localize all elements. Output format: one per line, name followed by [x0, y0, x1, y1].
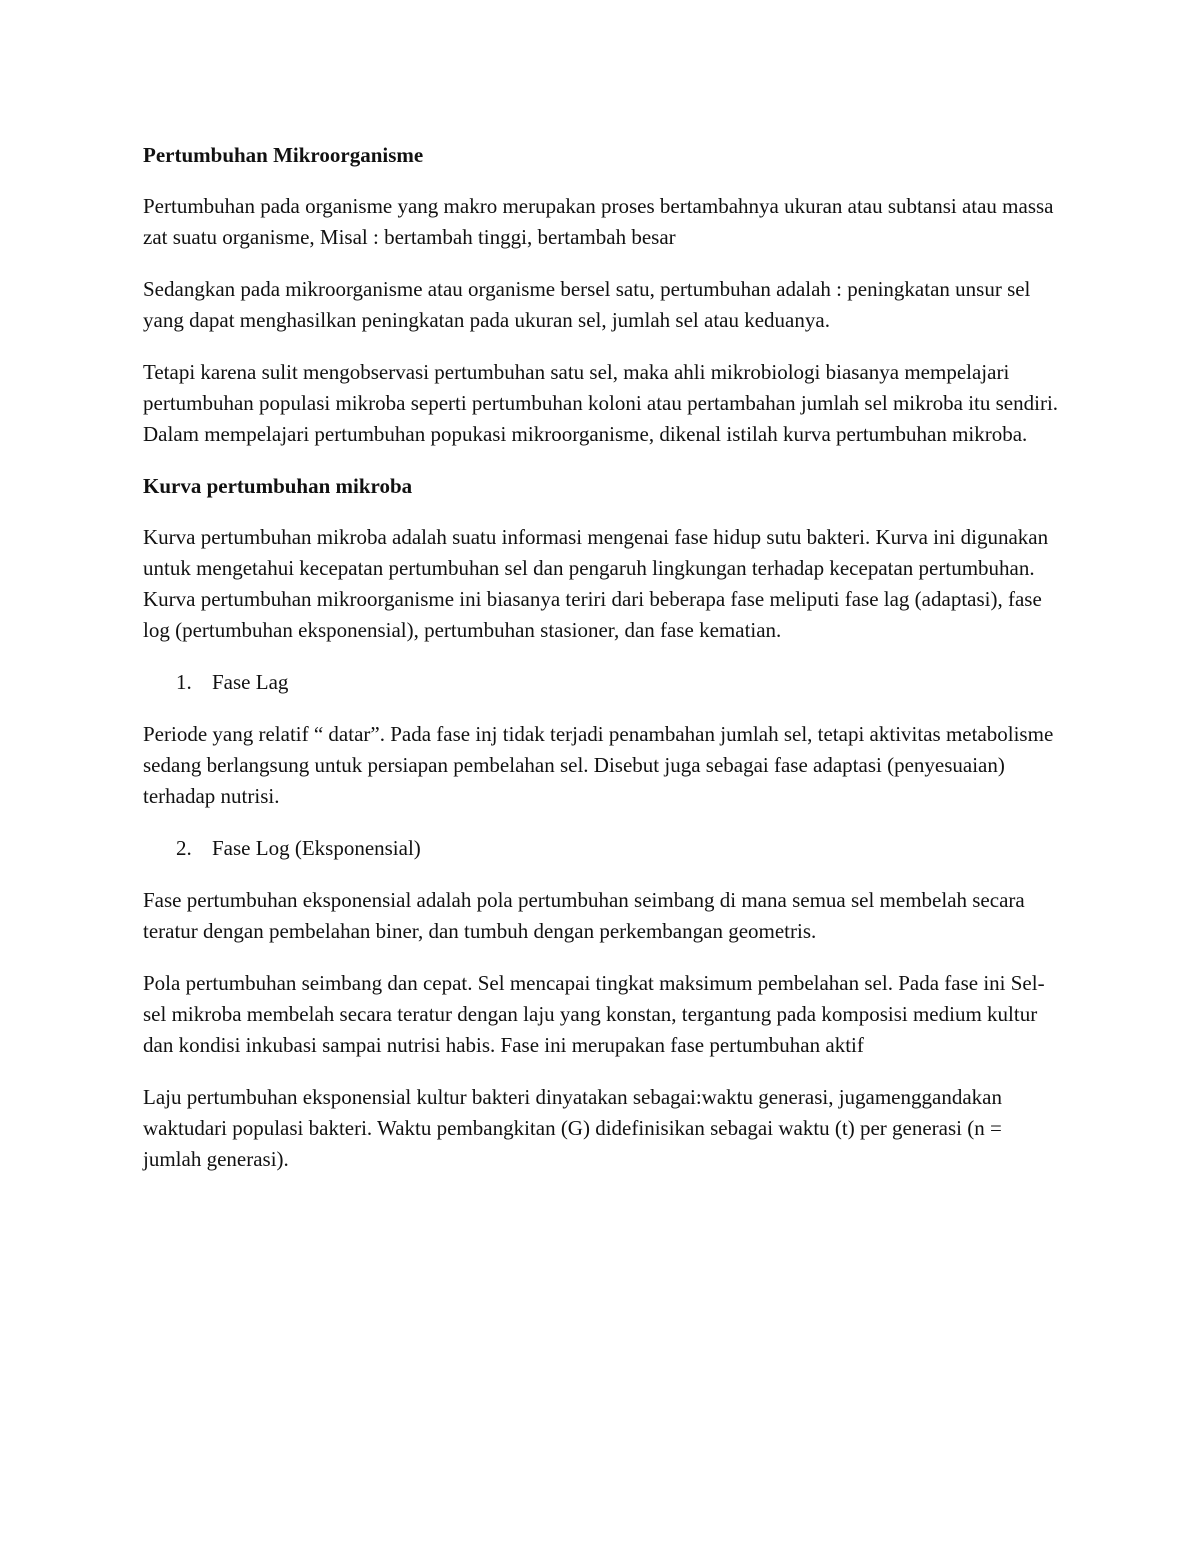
list-item-fase-log [143, 833, 1060, 864]
list-number: 1. [176, 670, 192, 694]
fase-log-paragraph-3: Laju pertumbuhan eksponensial kultur bakteri dinyatakan sebagai:waktu generasi, jugamenggandakan waktudari populasi bakteri. Waktu pembangkitan (G) didefinisikan sebagai waktu (t) per generasi (n = jumlah generasi). [143, 1085, 1002, 1171]
list-label: Fase Log (Eksponensial) [212, 836, 421, 860]
document-title: Pertumbuhan Mikroorganisme [143, 143, 424, 167]
fase-log-paragraph-1: Fase pertumbuhan eksponensial adalah pola pertumbuhan seimbang di mana semua sel membelah secara teratur dengan pembelahan biner, dan tumbuh dengan perkembangan geometris. [143, 888, 1025, 943]
fase-lag-paragraph: Periode yang relatif “ datar”. Pada fase inj tidak terjadi penambahan jumlah sel, tetapi aktivitas metabolisme sedang berlangsung untuk persiapan pembelahan sel. Disebut juga sebagai fase adaptasi (penyesuaian) terhadap nutrisi. [143, 722, 1054, 808]
intro-paragraph-2: Sedangkan pada mikroorganisme atau organisme bersel satu, pertumbuhan adalah : peningkatan unsur sel yang dapat menghasilkan peningkatan pada ukuran sel, jumlah sel atau keduanya. [143, 277, 1031, 332]
list-label: Fase Lag [212, 670, 289, 694]
list-number: 2. [176, 836, 192, 860]
section-paragraph-kurva: Kurva pertumbuhan mikroba adalah suatu informasi mengenai fase hidup sutu bakteri. Kurva ini digunakan untuk mengetahui kecepatan pertumbuhan sel dan pengaruh lingkungan terhadap kecepatan pertumbuhan. Kurva pertumbuhan mikroorganisme ini biasanya teriri dari beberapa fase meliputi fase lag (adaptasi), fase log (pertumbuhan eksponensial), pertumbuhan stasioner, dan fase kematian. [143, 525, 1049, 642]
intro-paragraph-3: Tetapi karena sulit mengobservasi pertumbuhan satu sel, maka ahli mikrobiologi biasanya mempelajari pertumbuhan populasi mikroba seperti pertumbuhan koloni atau pertambahan jumlah sel mikroba itu sendiri. Dalam mempelajari pertumbuhan popukasi mikroorganisme, dikenal istilah kurva pertumbuhan mikroba. [143, 360, 1059, 446]
intro-paragraph-1: Pertumbuhan pada organisme yang makro merupakan proses bertambahnya ukuran atau subtansi atau massa zat suatu organisme, Misal : bertambah tinggi, bertambah besar [143, 194, 1054, 249]
fase-log-paragraph-2: Pola pertumbuhan seimbang dan cepat. Sel mencapai tingkat maksimum pembelahan sel. Pada fase ini Sel-sel mikroba membelah secara teratur dengan laju yang konstan, tergantung pada komposisi medium kultur dan kondisi inkubasi sampai nutrisi habis. Fase ini merupakan fase pertumbuhan aktif [143, 971, 1045, 1057]
list-item-fase-lag [143, 667, 1060, 698]
section-heading-kurva: Kurva pertumbuhan mikroba [143, 474, 413, 498]
